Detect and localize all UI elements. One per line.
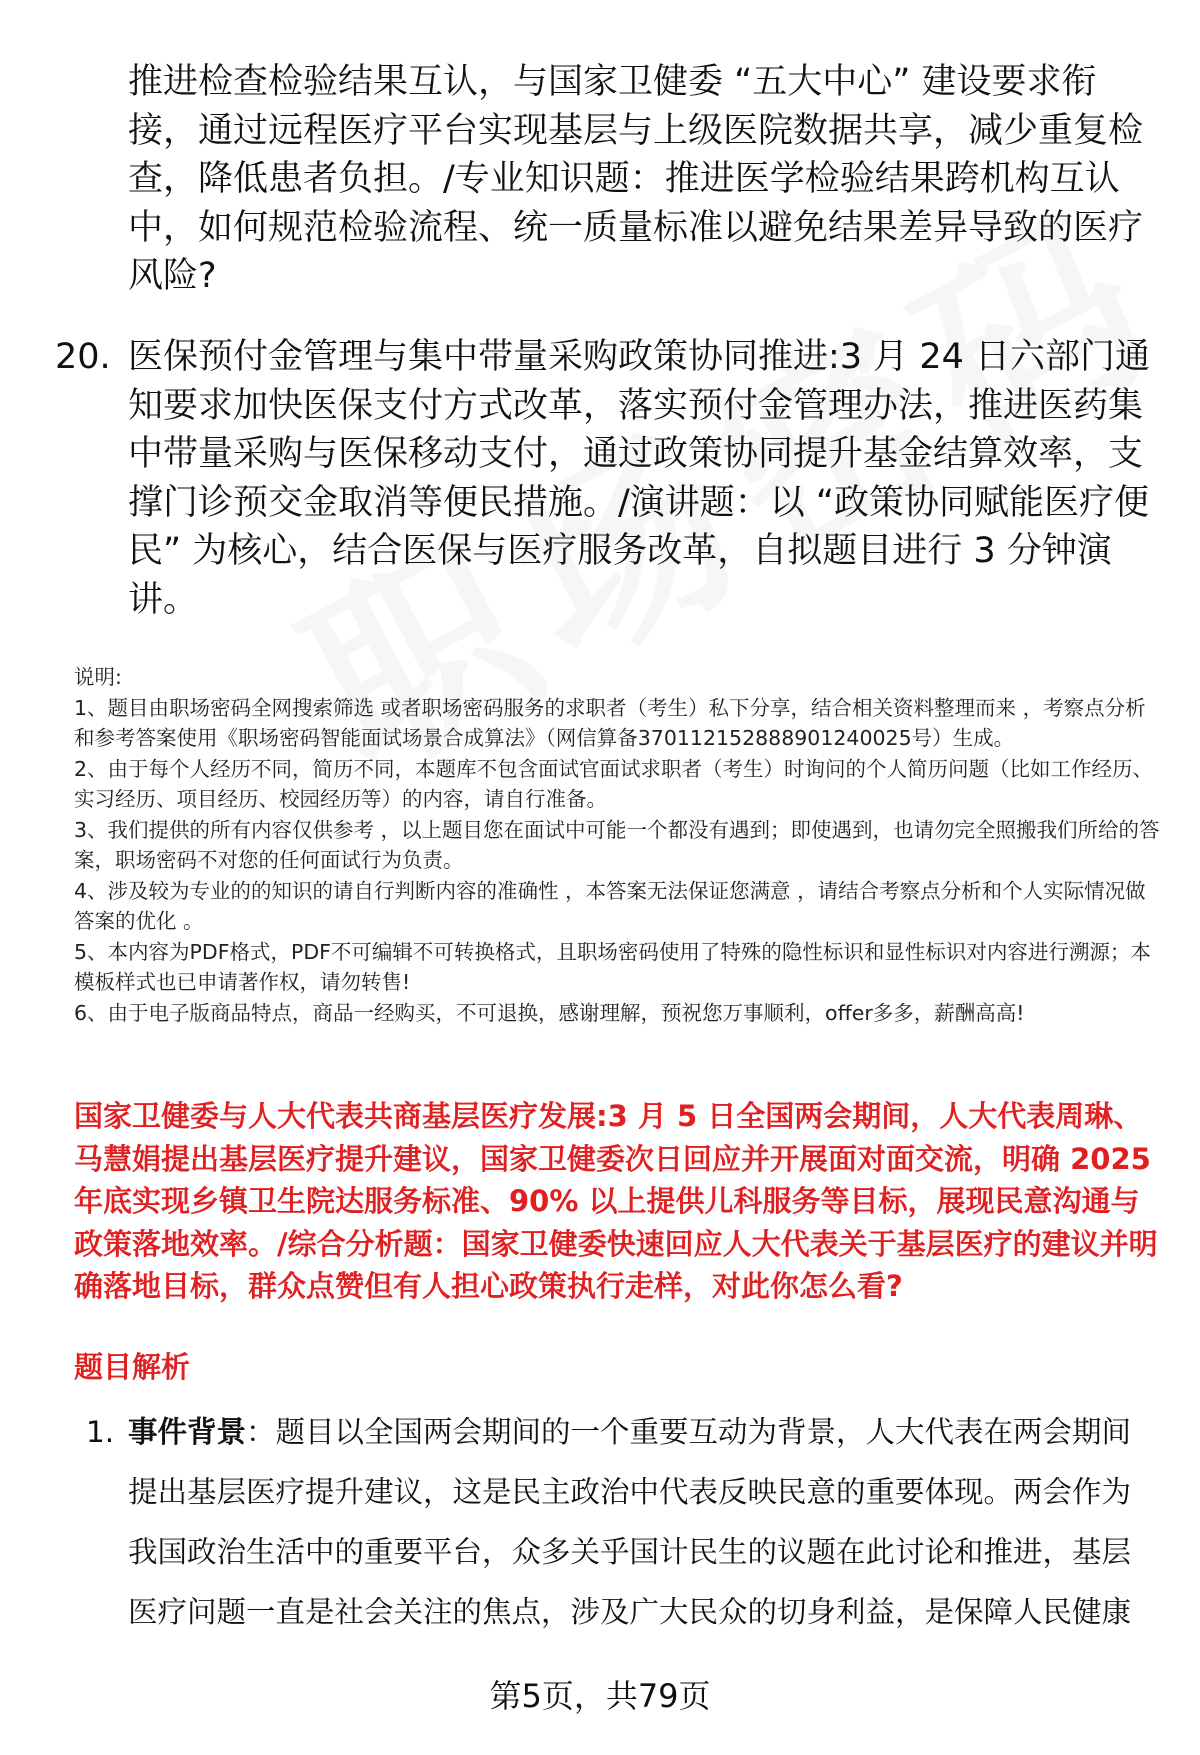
analysis-label: 事件背景 bbox=[128, 1415, 247, 1449]
note-item: 5、本内容为PDF格式，PDF不可编辑不可转换格式，且职场密码使用了特殊的隐性标识和显性标识对内容进行溯源；本模板样式也已申请著作权，请勿转售! bbox=[74, 939, 1151, 994]
page-footer: 第5页，共79页 bbox=[489, 1677, 711, 1715]
note-item: 2、由于每个人经历不同，简历不同，本题库不包含面试官面试求职者（考生）时询问的个人简历问题（比如工作经历、实习经历、项目经历、校园经历等）的内容，请自行准备。 bbox=[74, 756, 1154, 811]
note-item: 4、涉及较为专业的的知识的请自行判断内容的准确性 ，本答案无法保证您满意 ，请结合考察点分析和个人实际情况做答案的优化 。 bbox=[74, 878, 1146, 933]
notes-section bbox=[74, 662, 1164, 1028]
list-item-number: 20. bbox=[55, 337, 111, 377]
continuation-paragraph: 推进检查检验结果互认，与国家卫健委 “五大中心” 建设要求衔接，通过远程医疗平台实现基层与上级医院数据共享，减少重复检查，降低患者负担。/专业知识题：推进医学检验结果跨机构互认中，如何规范检验流程、统一质量标准以避免结果差异导致的医疗风险? bbox=[128, 62, 1144, 296]
note-item: 3、我们提供的所有内容仅供参考 ，以上题目您在面试中可能一个都没有遇到；即使遇到，也请勿完全照搬我们所给的答案，职场密码不对您的任何面试行为负责。 bbox=[74, 817, 1160, 872]
analysis-text-block bbox=[128, 1402, 1158, 1642]
notes-title: 说明: bbox=[74, 665, 122, 689]
list-item-text: 医保预付金管理与集中带量采购政策协同推进:3 月 24 日六部门通知要求加快医保支付方式改革，落实预付金管理办法，推进医药集中带量采购与医保移动支付，通过政策协同提升基金结算效率，支撑门诊预交金取消等便民措施。/演讲题：以 “政策协同赋能医疗便民” 为核心，结合医保与医疗服务改革，自拟题目进行 3 分钟演讲。 bbox=[128, 337, 1150, 620]
question-text: 国家卫健委与人大代表共商基层医疗发展:3 月 5 日全国两会期间，人大代表周琳、马慧娟提出基层医疗提升建议，国家卫健委次日回应并开展面对面交流，明确 2025 年底实现乡镇卫生院达服务标准、90% 以上提供儿科服务等目标，展现民意沟通与政策落地效率。/综合分析题：国家卫健委快速回应人大代表关于基层医疗的建议并明确落地目标，群众点赞但有人担心政策执行走样，对此你怎么看? bbox=[74, 1099, 1158, 1303]
list-item-20 bbox=[55, 333, 1158, 624]
note-item: 1、题目由职场密码全网搜索筛选 或者职场密码服务的求职者（考生）私下分享，结合相关资料整理而来 ，考察点分析和参考答案使用《职场密码智能面试场景合成算法》（网信算备370112152888901240025号）生成。 bbox=[74, 695, 1146, 750]
question-block bbox=[74, 1095, 1158, 1388]
analysis-number: 1. bbox=[86, 1415, 115, 1449]
analysis-text: ：题目以全国两会期间的一个重要互动为背景，人大代表在两会期间提出基层医疗提升建议，这是民主政治中代表反映民意的重要体现。两会作为我国政治生活中的重要平台，众多关乎国计民生的议题在此讨论和推进，基层医疗问题一直是社会关注的焦点，涉及广大民众的切身利益，是保障人民健康 bbox=[128, 1415, 1132, 1629]
analysis-item bbox=[86, 1402, 1158, 1642]
note-item: 6、由于电子版商品特点，商品一经购买，不可退换，感谢理解，预祝您万事顺利，offer多多，薪酬高高! bbox=[74, 1000, 1025, 1025]
section-title: 题目解析 bbox=[74, 1349, 191, 1384]
